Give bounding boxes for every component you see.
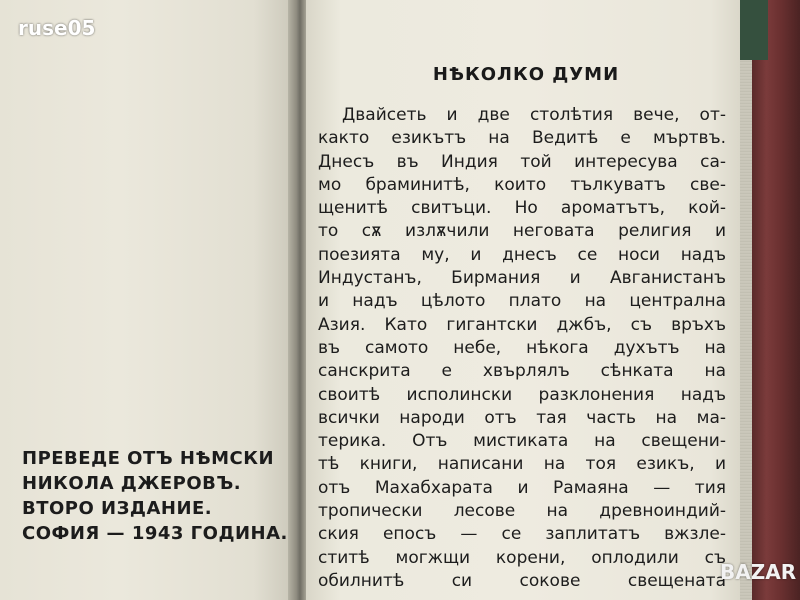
watermark-text: ruse05 [18, 16, 96, 40]
text-line: Индустанъ, Бирмания и Авганистанъ [318, 268, 726, 289]
text-line: Азия. Като гигантски джбъ, съ връхъ [318, 314, 726, 335]
text-line: терика. Отъ мистиката на свещени- [318, 431, 726, 452]
text-line: Двайсеть и две столѣтия вече, от- [342, 105, 726, 125]
text-line: санскрита е хвърлялъ сѣнката на [318, 361, 726, 382]
text-line: то сѫ излѫчили неговата религия и [318, 221, 726, 242]
text-line: ститѣ могжщи корени, оплодили съ [318, 547, 726, 568]
text-line: Днесъ въ Индия той интересува са- [318, 151, 726, 172]
credit-line: НИКОЛА ДЖЕРОВЪ. [22, 473, 242, 494]
text-line: своитѣ исполински разклонения надъ [318, 384, 726, 405]
text-line: щенитѣ свитъци. Но ароматътъ, кой- [318, 198, 726, 219]
credit-line: ПРЕВЕДЕ ОТЪ НѢМСКИ [22, 448, 275, 469]
credit-line: СОФИЯ — 1943 ГОДИНА. [22, 523, 288, 544]
text-line: обилнитѣ си сокове свещената [318, 570, 726, 591]
text-line: както езикътъ на Ведитѣ е мъртвъ. [318, 128, 726, 149]
body-text [318, 104, 726, 593]
text-line: поезията му, и днесъ се носи надъ [318, 244, 726, 265]
translator-credits [22, 446, 292, 546]
text-line: тропически лесове на древноиндий- [318, 501, 726, 522]
page-heading: НѢКОЛКО ДУМИ [432, 64, 620, 85]
text-line: тѣ книги, написани на тоя езикъ, и [318, 454, 726, 475]
text-line: ския епосъ — се заплитатъ вжзле- [318, 524, 726, 545]
text-line: и надъ цѣлото плато на централна [318, 291, 726, 312]
text-line: мо браминитѣ, които тълкуватъ све- [318, 174, 726, 195]
credit-line: ВТОРО ИЗДАНИЕ. [22, 498, 213, 519]
text-line: всички народи отъ тая часть на ма- [318, 407, 726, 428]
text-line: въ самото небе, нѣкога духътъ на [318, 337, 726, 358]
book-cover [752, 0, 800, 600]
text-line: отъ Махабхарата и Рамаяна — тия [318, 477, 726, 498]
bazar-logo: BAZAR [720, 560, 797, 584]
cover-corner [740, 0, 768, 60]
